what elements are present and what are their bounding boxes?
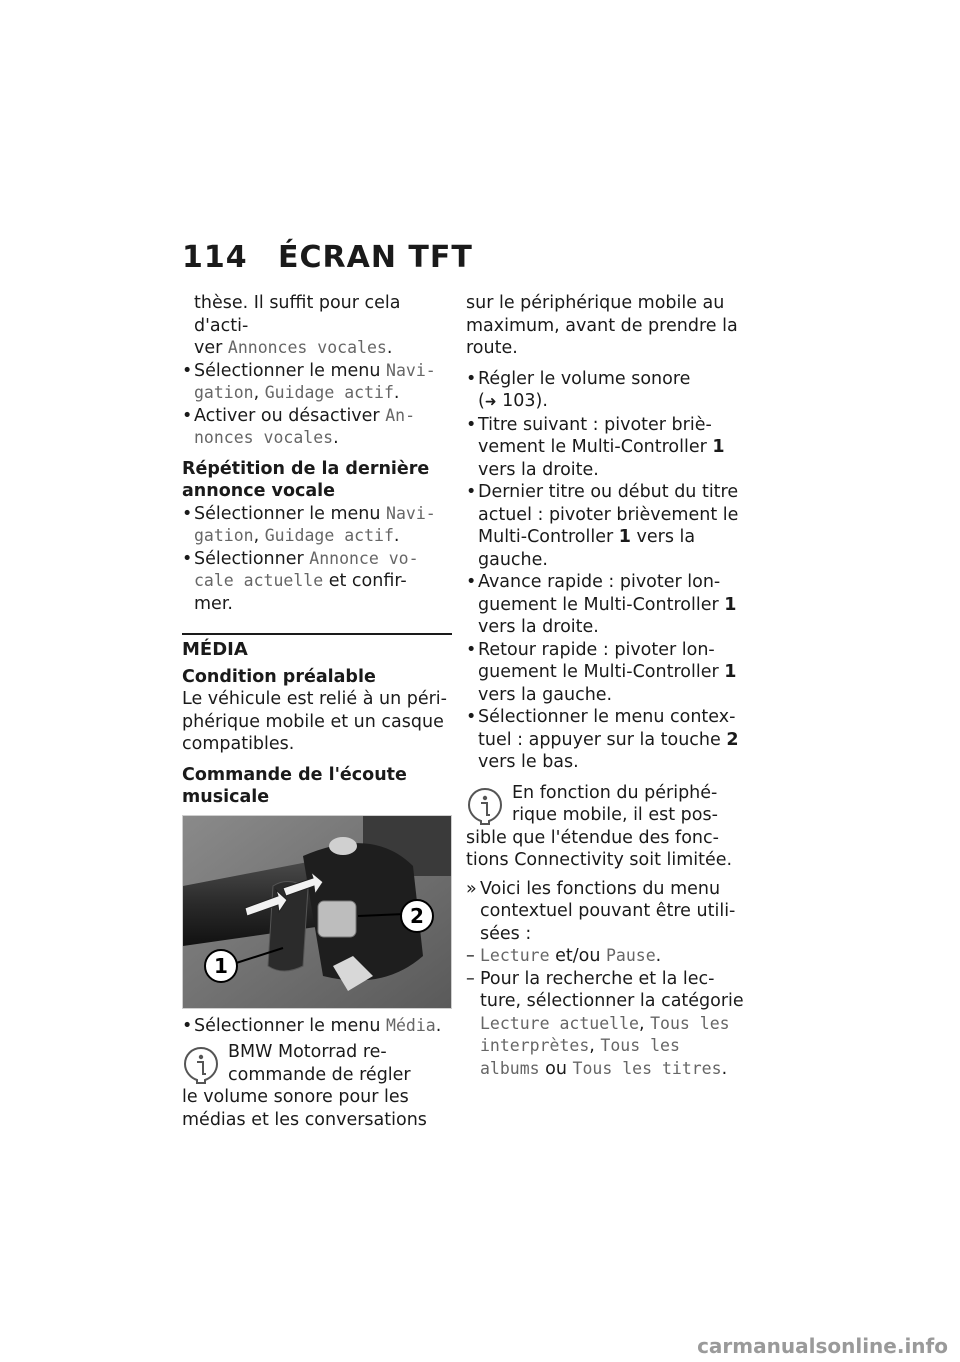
callout-number: 1 bbox=[724, 662, 737, 682]
bullet-item: • Régler le volume sonore (➜ 103). bbox=[466, 368, 746, 414]
text: Sélectionner le menu bbox=[194, 1015, 387, 1036]
text: Sélectionner le menu bbox=[194, 360, 387, 381]
menu-term: Navi- bbox=[386, 360, 436, 380]
menu-term: Média bbox=[386, 1015, 436, 1035]
subheading: Condition préalable bbox=[182, 666, 376, 687]
text: vers la droite. bbox=[478, 459, 599, 480]
info-note bbox=[182, 1041, 452, 1131]
bullet-item bbox=[466, 414, 746, 482]
text: , bbox=[253, 383, 265, 403]
page-title: ÉCRAN TFT bbox=[278, 240, 473, 275]
text: ou bbox=[539, 1058, 573, 1079]
bullet-item bbox=[182, 360, 452, 405]
text: . bbox=[393, 526, 400, 546]
note-text: sible que l'étendue des fonc-tions Connectivity soit limitée. bbox=[466, 827, 733, 870]
menu-term: Lecture bbox=[480, 946, 550, 965]
text: , bbox=[638, 1013, 651, 1034]
text: , bbox=[589, 1036, 601, 1056]
text: vers le bas. bbox=[478, 752, 579, 772]
bullet-item bbox=[182, 1015, 452, 1038]
callout-number: 1 bbox=[724, 594, 737, 615]
text: Titre suivant : pivoter briè-vement le Multi-Controller bbox=[478, 414, 713, 457]
note-text: BMW Motorrad re- bbox=[228, 1042, 387, 1062]
bullet-item bbox=[466, 706, 746, 774]
note-text: le volume sonore pour les bbox=[182, 1087, 409, 1107]
menu-term: Annonces vocales bbox=[227, 338, 387, 357]
menu-term: An- bbox=[385, 405, 416, 425]
bullet-item bbox=[466, 639, 746, 707]
section-divider bbox=[182, 633, 452, 635]
menu-term: Guidage actif bbox=[264, 526, 394, 545]
right-column bbox=[466, 292, 746, 1080]
watermark: carmanualsonline.info bbox=[697, 1334, 948, 1358]
dash-item bbox=[466, 945, 746, 968]
text: . bbox=[393, 383, 400, 403]
bullet-item bbox=[182, 405, 452, 450]
menu-term: Lecture actuelle bbox=[480, 1013, 639, 1033]
menu-term: gation bbox=[194, 383, 254, 402]
note-text: médias et les conversations bbox=[182, 1109, 427, 1130]
menu-term: gation bbox=[194, 526, 254, 545]
callout-number: 2 bbox=[726, 729, 739, 750]
text: Sélectionner le menu bbox=[194, 503, 387, 524]
dash-item bbox=[466, 968, 746, 1081]
text: et confir- bbox=[323, 571, 407, 591]
text: . bbox=[721, 1058, 728, 1079]
bullet-item bbox=[466, 571, 746, 639]
menu-term: Tous les albums bbox=[480, 1036, 680, 1078]
text: , bbox=[253, 526, 265, 546]
text: . bbox=[386, 338, 393, 358]
menu-term: nonces vocales bbox=[194, 428, 334, 447]
bullet-item bbox=[182, 548, 452, 616]
text: Sélectionner bbox=[194, 548, 310, 569]
note-text: rique mobile, il est pos- bbox=[512, 805, 718, 825]
page-header bbox=[182, 240, 473, 275]
text: mer. bbox=[194, 593, 233, 614]
section-title: MÉDIA bbox=[182, 639, 248, 660]
menu-term: Guidage actif bbox=[264, 383, 394, 402]
callout-number: 1 bbox=[712, 437, 725, 457]
subheading: Répétition de la dernière annonce vocale bbox=[182, 458, 430, 501]
handlebar-controls-photo bbox=[182, 815, 452, 1009]
result-item: » Voici les fonctions du menu contextuel pouvant être utili-sées : bbox=[466, 878, 746, 946]
callout-label-2: 2 bbox=[410, 903, 424, 928]
page-number: 114 bbox=[182, 240, 248, 275]
bullet-item bbox=[182, 503, 452, 548]
text: ver bbox=[194, 338, 228, 358]
text: Pour la recherche et la lec-ture, sélectionner la catégorie bbox=[480, 968, 744, 1011]
text: . bbox=[333, 428, 339, 448]
menu-term: cale actuelle bbox=[194, 571, 324, 590]
text: et/ou bbox=[549, 946, 606, 966]
paragraph: sur le périphérique mobile au maximum, avant de prendre la route. bbox=[466, 293, 738, 358]
text: Dernier titre ou début du titre actuel : pivoter brièvement le Multi-Controller bbox=[478, 482, 739, 547]
text: vers la droite. bbox=[478, 617, 599, 637]
text: Retour rapide : pivoter lon-guement le Multi-Controller bbox=[478, 639, 725, 682]
text: thèse. Il suffit pour cela d'acti- bbox=[194, 293, 401, 336]
menu-term: Pause bbox=[606, 946, 656, 965]
paragraph: Le véhicule est relié à un péri-phérique mobile et un casque compatibles. bbox=[182, 689, 447, 754]
text: Sélectionner le menu contex-tuel : appuyer sur la touche bbox=[478, 707, 736, 750]
info-note bbox=[466, 782, 746, 872]
arrow-right-icon: ➜ bbox=[484, 394, 497, 410]
text: vers la gauche. bbox=[478, 527, 696, 570]
text: Avance rapide : pivoter lon-guement le Multi-Controller bbox=[478, 572, 725, 615]
note-text: En fonction du périphé- bbox=[512, 782, 718, 803]
text: Régler le volume sonore bbox=[478, 368, 691, 389]
bullet-item bbox=[466, 481, 746, 571]
info-icon bbox=[182, 1045, 220, 1085]
menu-term: Annonce vo- bbox=[309, 548, 419, 568]
text: vers la gauche. bbox=[478, 684, 613, 705]
text: . bbox=[655, 946, 662, 966]
note-text: commande de régler bbox=[228, 1064, 411, 1085]
paragraph bbox=[182, 292, 452, 360]
callout-number: 1 bbox=[618, 527, 631, 547]
menu-term: Navi- bbox=[386, 503, 436, 523]
menu-term: Tous les interprètes bbox=[480, 1013, 730, 1055]
menu-term: Tous les titres bbox=[572, 1058, 722, 1078]
page-reference[interactable]: 103). bbox=[496, 391, 548, 411]
callout-label-1: 1 bbox=[214, 953, 228, 978]
text: Activer ou désactiver bbox=[194, 405, 386, 426]
info-icon bbox=[466, 786, 504, 826]
text: . bbox=[435, 1015, 442, 1036]
left-column bbox=[182, 292, 452, 1131]
subheading: Commande de l'écoute musicale bbox=[182, 764, 407, 807]
